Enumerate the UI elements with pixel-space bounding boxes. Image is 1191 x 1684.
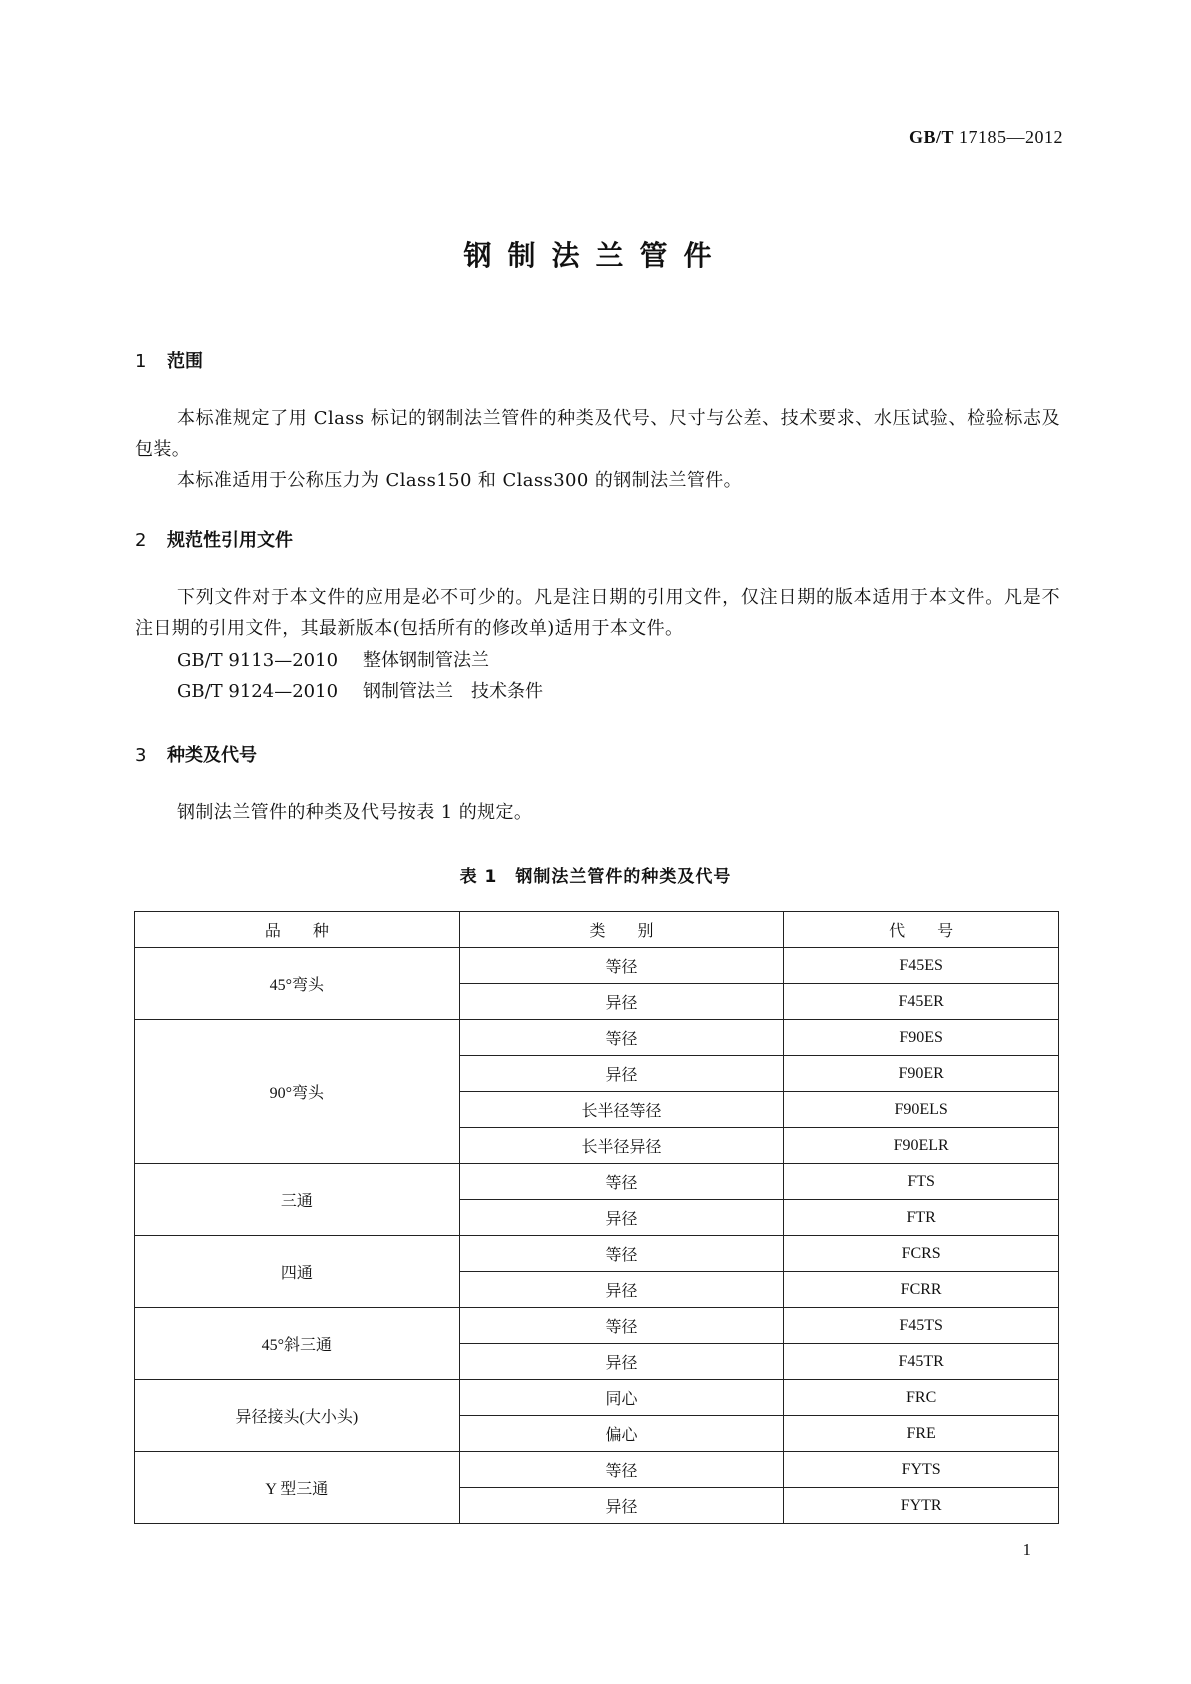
code-cell: FTS [784,1164,1059,1200]
section-number: 2 [135,530,147,551]
code-cell: FYTS [784,1452,1059,1488]
scope-paragraph-1: 本标准规定了用 Class 标记的钢制法兰管件的种类及代号、尺寸与公差、技术要求、水压试验、检验标志及包装。 [135,408,1060,460]
code-cell: F45TS [784,1308,1059,1344]
category-cell: 异径 [459,1056,784,1092]
category-cell: 等径 [459,1020,784,1056]
category-cell: 长半径等径 [459,1092,784,1128]
reference-item [177,646,489,672]
reference-title: 钢制管法兰 技术条件 [363,681,543,702]
category-cell: 异径 [459,1488,784,1524]
section-heading-scope [135,347,203,373]
code-cell: FRC [784,1380,1059,1416]
table-row [135,1164,1059,1200]
variety-cell: 异径接头(大小头) [135,1380,460,1452]
table-caption: 表 1 钢制法兰管件的种类及代号 [459,867,732,887]
code-cell: FRE [784,1416,1059,1452]
table-row [135,1308,1059,1344]
table-row [135,1236,1059,1272]
code-cell: FCRS [784,1236,1059,1272]
standard-prefix: GB/T [908,127,954,147]
normative-intro: 下列文件对于本文件的应用是必不可少的。凡是注日期的引用文件，仅注日期的版本适用于本文件。凡是不注日期的引用文件，其最新版本(包括所有的修改单)适用于本文件。 [135,587,1060,639]
section-heading-normative [135,526,293,552]
code-cell: F45TR [784,1344,1059,1380]
reference-item [177,677,543,703]
code-cell: F90ES [784,1020,1059,1056]
reference-code: GB/T 9113—2010 [177,650,339,671]
section-title: 范围 [167,351,203,372]
section-number: 1 [135,351,147,372]
reference-title: 整体钢制管法兰 [363,650,489,671]
category-cell: 异径 [459,1200,784,1236]
code-cell: FTR [784,1200,1059,1236]
page-number: 1 [1022,1540,1031,1559]
section-number: 3 [135,745,147,766]
standard-number [909,127,1063,148]
table-row [135,1020,1059,1056]
code-cell: FYTR [784,1488,1059,1524]
variety-cell: 四通 [135,1236,460,1308]
header-variety: 品 种 [135,912,460,948]
table-row [135,1452,1059,1488]
variety-cell: 45°弯头 [135,948,460,1020]
category-cell: 同心 [459,1380,784,1416]
category-cell: 长半径异径 [459,1128,784,1164]
section-title: 规范性引用文件 [167,530,293,551]
table-row [135,948,1059,984]
code-cell: FCRR [784,1272,1059,1308]
document-title: 钢制法兰管件 [463,239,728,272]
fittings-table [134,911,1059,1524]
category-cell: 等径 [459,1308,784,1344]
standard-code: 17185—2012 [959,127,1063,147]
code-cell: F45ES [784,948,1059,984]
table-header-row [135,912,1059,948]
variety-cell: Y 型三通 [135,1452,460,1524]
category-cell: 等径 [459,1236,784,1272]
code-cell: F90ELR [784,1128,1059,1164]
variety-cell: 90°弯头 [135,1020,460,1164]
variety-cell: 三通 [135,1164,460,1236]
category-cell: 等径 [459,948,784,984]
header-code: 代 号 [784,912,1059,948]
category-cell: 等径 [459,1452,784,1488]
category-cell: 等径 [459,1164,784,1200]
reference-code: GB/T 9124—2010 [177,681,339,702]
category-cell: 异径 [459,984,784,1020]
section-heading-types [135,741,257,767]
header-category: 类 别 [459,912,784,948]
code-cell: F90ELS [784,1092,1059,1128]
code-cell: F90ER [784,1056,1059,1092]
category-cell: 异径 [459,1344,784,1380]
scope-paragraph-2: 本标准适用于公称压力为 Class150 和 Class300 的钢制法兰管件。 [177,470,743,491]
category-cell: 异径 [459,1272,784,1308]
code-cell: F45ER [784,984,1059,1020]
variety-cell: 45°斜三通 [135,1308,460,1380]
section-title: 种类及代号 [167,745,257,766]
table-row [135,1380,1059,1416]
category-cell: 偏心 [459,1416,784,1452]
types-intro: 钢制法兰管件的种类及代号按表 1 的规定。 [177,802,533,823]
